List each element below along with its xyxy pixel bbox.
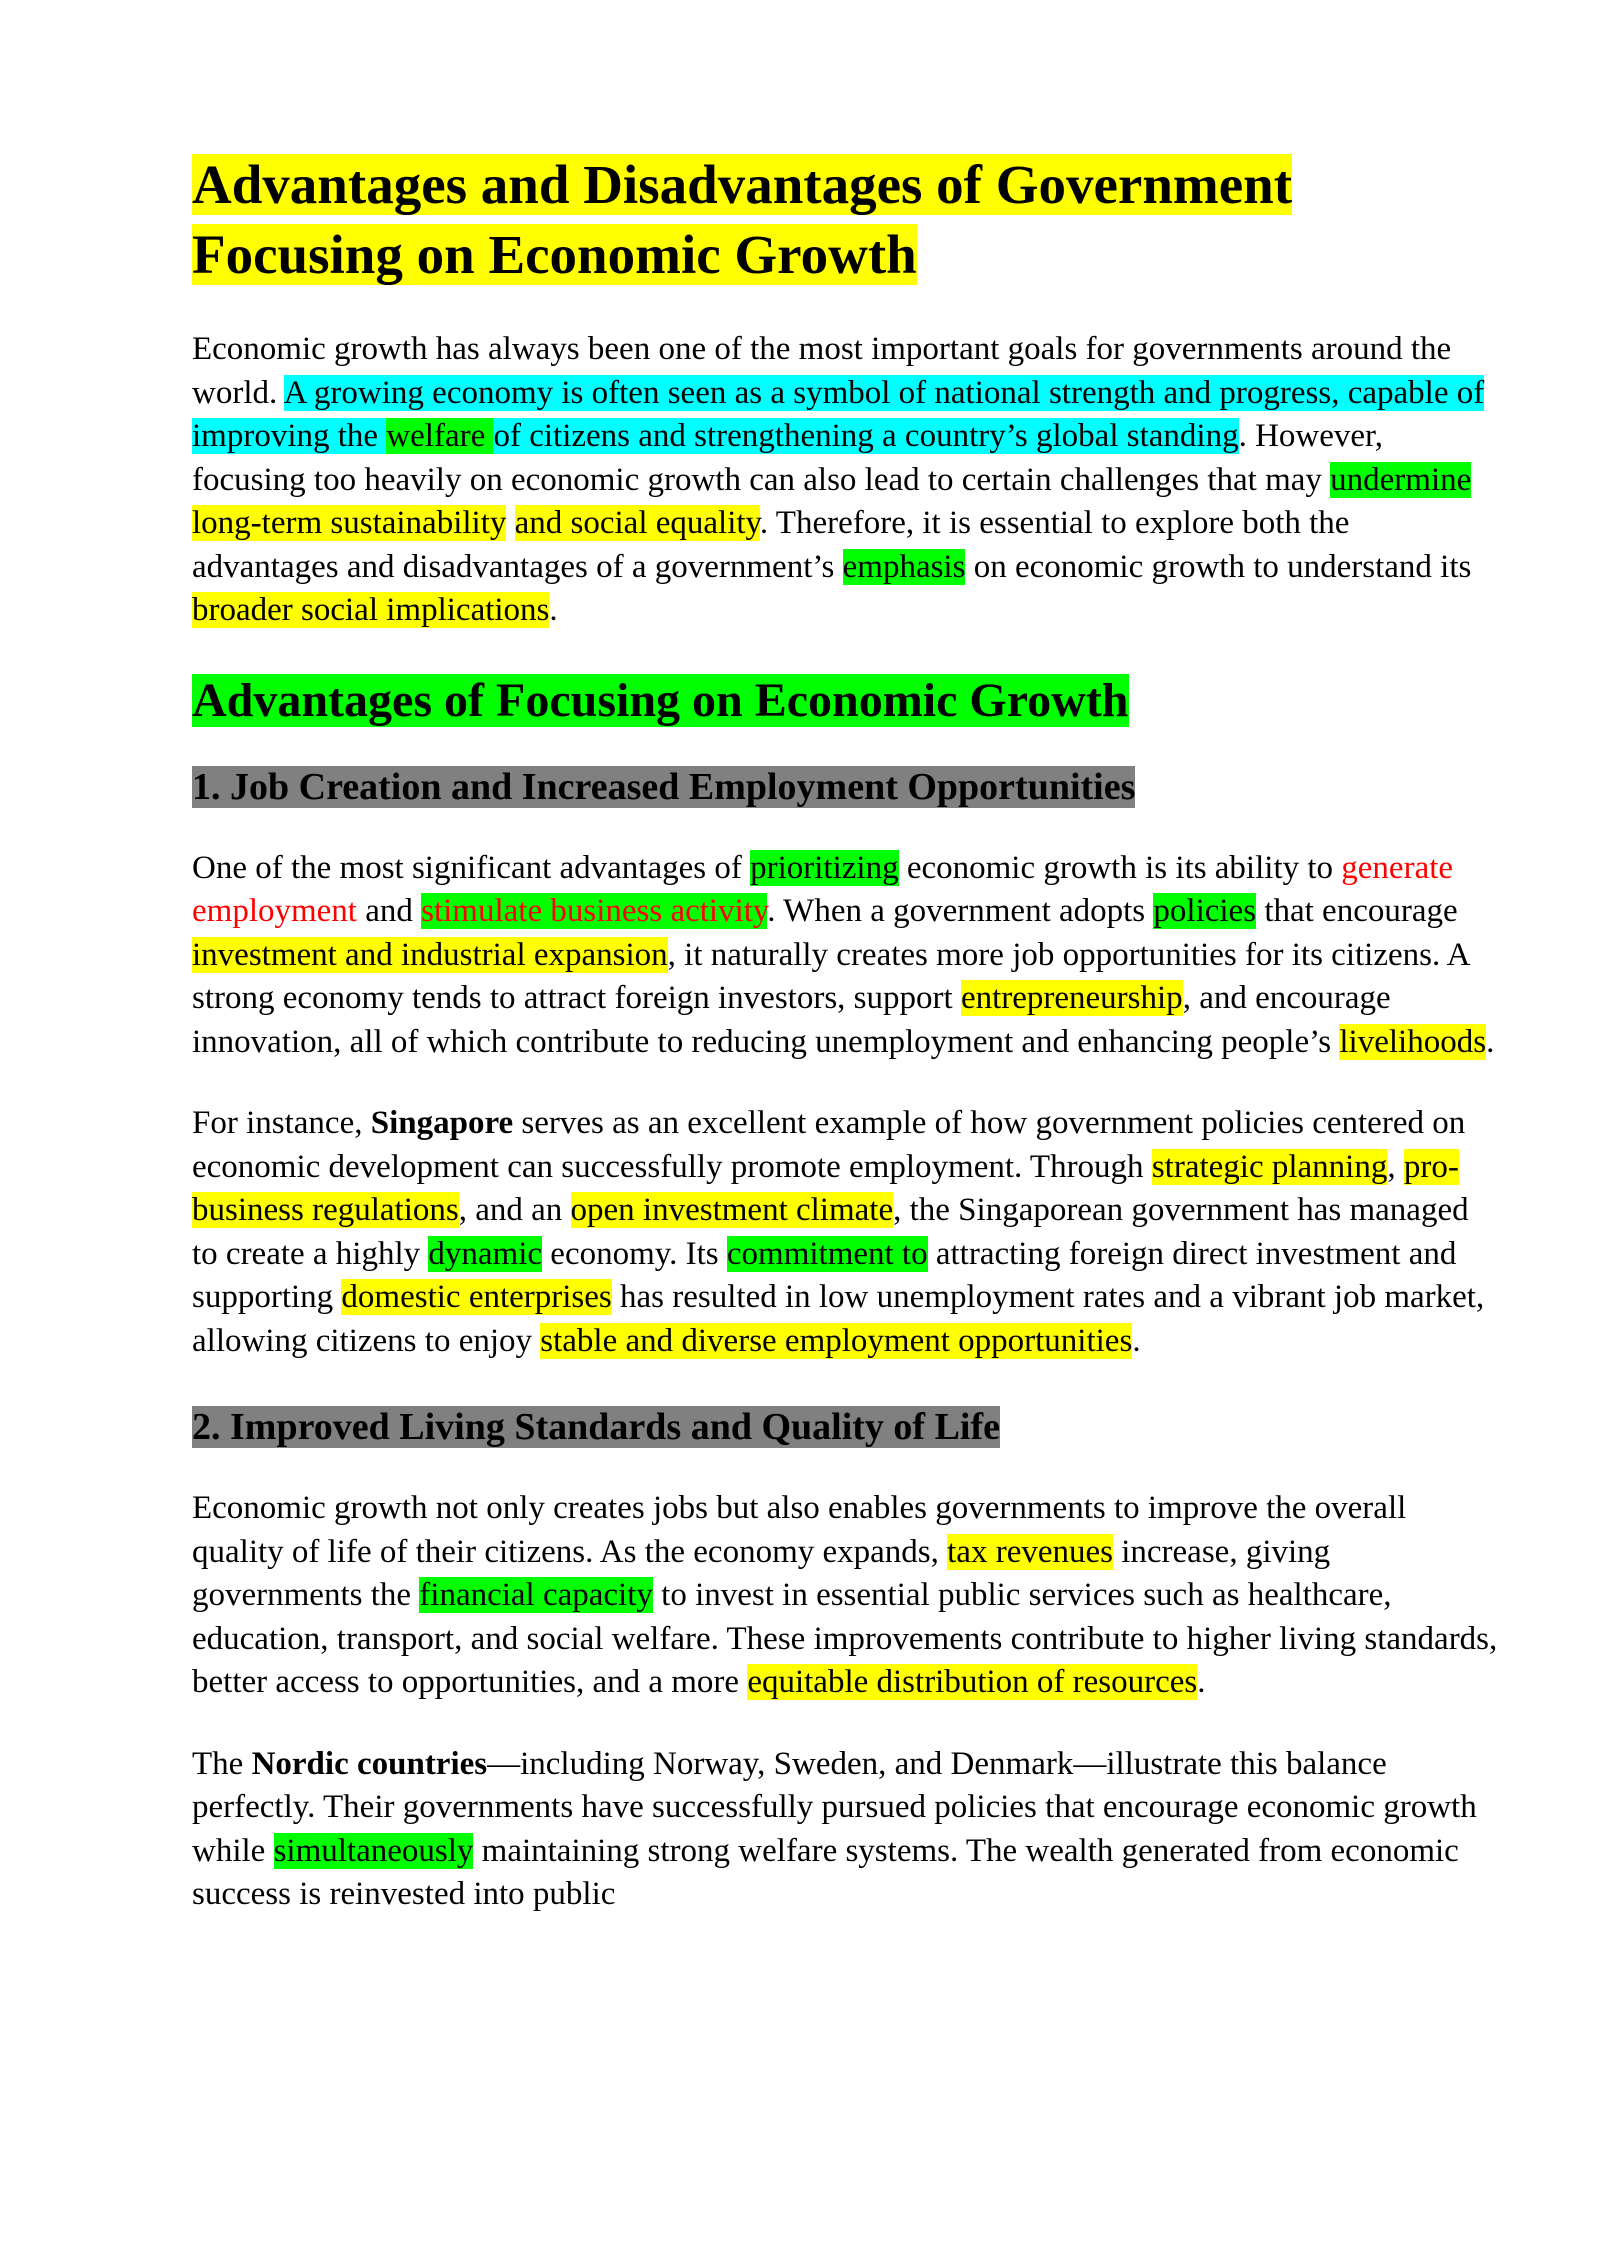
highlight-green: welfare bbox=[386, 418, 494, 454]
highlight-yellow: long-term sustainability bbox=[192, 505, 507, 541]
highlight-yellow: equitable distribution of resources bbox=[747, 1664, 1198, 1700]
highlight-yellow: entrepreneurship bbox=[960, 980, 1183, 1016]
advantages-heading bbox=[192, 671, 1502, 731]
highlight-yellow: pro-business regulations bbox=[192, 1148, 1459, 1228]
body-text: maintaining strong welfare systems. The wealth generated from economic success is reinvested into public bbox=[192, 1832, 1459, 1912]
intro-text: . However, focusing too heavily on economic growth can also lead to certain challenges that may bbox=[192, 418, 1383, 498]
body-text: , bbox=[1387, 1148, 1404, 1185]
body-text: to invest in essential public services such as healthcare, education, transport, and social welfare. These improvements contribute to higher living standards, better access to opportunities, and a more bbox=[192, 1577, 1498, 1700]
body-text: , the Singaporean government has managed to create a highly bbox=[192, 1192, 1469, 1272]
highlight-yellow: tax revenues bbox=[947, 1533, 1113, 1570]
bold-text: Singapore bbox=[370, 1105, 514, 1141]
document-title bbox=[192, 150, 1502, 290]
bold-text: Nordic countries bbox=[251, 1745, 488, 1782]
highlight-yellow: broader social implications bbox=[192, 592, 550, 628]
body-text: One of the most significant advantages of bbox=[192, 849, 751, 886]
section-1-heading bbox=[192, 761, 1502, 813]
highlight-cyan: of citizens and strengthening a country’s global standing bbox=[493, 418, 1239, 454]
intro-text: on economic growth to understand its bbox=[965, 548, 1472, 585]
highlight-yellow: investment and industrial expansion bbox=[192, 936, 668, 973]
body-text: . bbox=[1132, 1322, 1141, 1359]
highlight-green: policies bbox=[1153, 893, 1257, 929]
body-text: economic growth is its ability to bbox=[898, 849, 1342, 886]
highlight-green: commitment to bbox=[726, 1235, 928, 1272]
body-text: The bbox=[192, 1745, 252, 1782]
section-2-paragraph-1 bbox=[192, 1487, 1502, 1705]
body-text: attracting foreign direct investment and supporting bbox=[192, 1235, 1457, 1315]
advantages-heading-text: Advantages of Focusing on Economic Growth bbox=[192, 673, 1129, 727]
body-text: has resulted in low unemployment rates and a vibrant job market, allowing citizens to enjoy bbox=[192, 1279, 1485, 1359]
body-text: Economic growth not only creates jobs but also enables governments to improve the overall quality of life of their citizens. As the economy expands, bbox=[192, 1490, 1407, 1570]
section-1-heading-text: 1. Job Creation and Increased Employment Opportunities bbox=[192, 765, 1136, 808]
intro-text: . Therefore, it is essential to explore both the advantages and disadvantages of a government’s bbox=[192, 505, 1350, 585]
highlight-yellow: strategic planning bbox=[1151, 1148, 1388, 1185]
section-2-paragraph-2 bbox=[192, 1743, 1502, 1917]
body-text: —including Norway, Sweden, and Denmark—illustrate this balance perfectly. Their governments have successfully pursued policies that encourage economic growth while bbox=[192, 1745, 1477, 1869]
body-text: . bbox=[1197, 1664, 1206, 1700]
body-text: that encourage bbox=[1256, 893, 1458, 929]
highlight-green: emphasis bbox=[842, 548, 966, 585]
body-text: , and encourage innovation, all of which contribute to reducing unemployment and enhancing people’s bbox=[192, 980, 1391, 1060]
section-2-heading-text: 2. Improved Living Standards and Quality of Life bbox=[192, 1406, 1001, 1448]
section-1-paragraph-2 bbox=[192, 1102, 1502, 1363]
body-text: . When a government adopts bbox=[767, 893, 1154, 929]
title-line-2: Focusing on Economic Growth bbox=[192, 224, 917, 285]
highlight-yellow: and social equality bbox=[514, 505, 760, 541]
body-text: and bbox=[356, 893, 422, 929]
body-text: , and an bbox=[458, 1192, 571, 1228]
section-2-heading bbox=[192, 1401, 1502, 1453]
section-1-paragraph-1 bbox=[192, 847, 1502, 1065]
intro-text bbox=[506, 505, 514, 541]
title-line-1: Advantages and Disadvantages of Government bbox=[192, 154, 1293, 215]
body-text: For instance, bbox=[192, 1105, 371, 1141]
highlight-green: simultaneously bbox=[273, 1832, 474, 1869]
highlight-yellow: stable and diverse employment opportunities bbox=[540, 1322, 1133, 1359]
body-text: , it naturally creates more job opportunities for its citizens. A strong economy tends to attract foreign investors, support bbox=[192, 936, 1469, 1016]
highlight-green-red-text: stimulate business activity bbox=[421, 893, 768, 929]
highlight-green: dynamic bbox=[428, 1235, 543, 1272]
highlight-green: prioritizing bbox=[750, 849, 899, 886]
body-text: economy. Its bbox=[542, 1235, 727, 1272]
highlight-yellow: livelihoods bbox=[1339, 1023, 1487, 1060]
body-text: . bbox=[1486, 1023, 1495, 1060]
document-page bbox=[192, 150, 1502, 1955]
highlight-cyan: A growing economy is often seen as a symbol of national strength and progress, capable of improving the bbox=[192, 374, 1485, 454]
highlight-yellow: domestic enterprises bbox=[341, 1279, 612, 1315]
red-text: generate employment bbox=[192, 849, 1454, 929]
intro-text: Economic growth has always been one of the most important goals for governments around the world. bbox=[192, 331, 1452, 411]
body-text: increase, giving governments the bbox=[192, 1533, 1331, 1613]
highlight-yellow: open investment climate bbox=[570, 1192, 894, 1228]
body-text: serves as an excellent example of how government policies centered on economic development can successfully promote employment. Through bbox=[192, 1105, 1466, 1185]
intro-paragraph bbox=[192, 328, 1502, 633]
highlight-green: undermine bbox=[1330, 461, 1472, 498]
highlight-green: financial capacity bbox=[419, 1577, 653, 1613]
intro-text: . bbox=[549, 592, 558, 628]
